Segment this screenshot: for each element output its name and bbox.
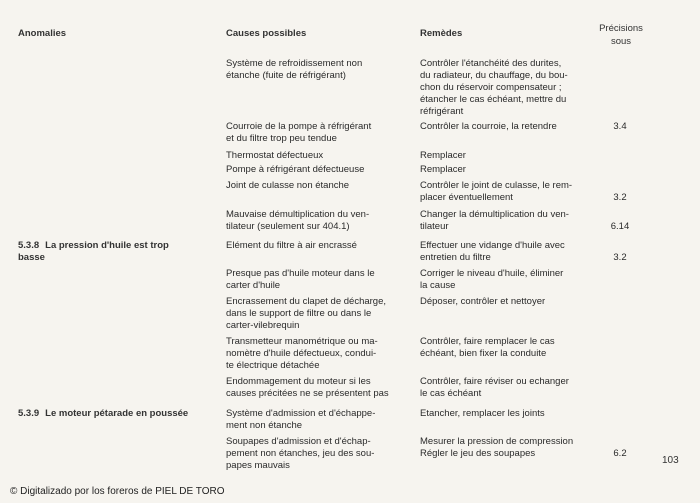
anomaly-text: Le moteur pétarade en poussée	[45, 408, 189, 419]
remedy-cell: Mesurer la pression de compression Régler le jeu des soupapes	[420, 436, 574, 459]
remedy-cell: Changer la démultiplication du ven- tilateur	[420, 209, 569, 232]
remedy-cell: Effectuer une vidange d'huile avec entretien du filtre	[420, 240, 565, 263]
precision-cell: 6.14	[610, 221, 630, 232]
precision-cell: 6.2	[613, 448, 627, 459]
anomaly-cell	[18, 268, 218, 280]
header-causes: Causes possibles	[226, 28, 307, 39]
cause-cell: Presque pas d'huile moteur dans le carter d'huile	[226, 268, 375, 291]
header-anomalies: Anomalies	[18, 28, 67, 39]
header-precisions-line1: Précisions	[599, 23, 643, 34]
anomaly-cell	[18, 164, 218, 176]
cause-cell: Encrassement du clapet de décharge, dans le support de filtre ou dans le carter-vilebrequin	[226, 296, 387, 331]
anomaly-cell	[18, 408, 218, 420]
anomaly-text: La pression d'huile est trop basse	[18, 240, 169, 263]
remedy-cell: Remplacer	[420, 150, 466, 161]
header-precisions	[588, 22, 654, 48]
anomaly-cell	[18, 296, 218, 308]
anomaly-cell	[18, 376, 218, 388]
anomaly-cell	[18, 150, 218, 162]
cause-cell: Système d'admission et d'échappe- ment non étanche	[226, 408, 376, 431]
remedy-cell: Déposer, contrôler et nettoyer	[420, 296, 546, 307]
precision-cell: 3.2	[613, 252, 627, 263]
remedy-cell: Contrôler la courroie, la retendre	[420, 121, 557, 132]
remedy-cell: Contrôler le joint de culasse, le rem- placer éventuellement	[420, 180, 573, 203]
cause-cell: Transmetteur manométrique ou ma- nomètre d'huile défectueux, condui- te électrique détachée	[226, 336, 378, 371]
cause-cell: Thermostat défectueux	[226, 150, 324, 161]
cause-cell: Endommagement du moteur si les causes précitées ne se présentent pas	[226, 376, 389, 399]
remedy-cell: Etancher, remplacer les joints	[420, 408, 545, 419]
anomaly-cell	[18, 58, 218, 70]
anomaly-cell	[18, 436, 218, 448]
cause-cell: Pompe à réfrigérant défectueuse	[226, 164, 365, 175]
cause-cell: Elément du filtre à air encrassé	[226, 240, 357, 251]
cause-cell: Mauvaise démultiplication du ven- tilateur (seulement sur 404.1)	[226, 209, 370, 232]
cause-cell: Joint de culasse non étanche	[226, 180, 350, 191]
header-precisions-line2: sous	[610, 36, 632, 47]
anomaly-cell	[18, 336, 218, 348]
cause-cell: Soupapes d'admission et d'échap- pement non étanches, jeu des sou- papes mauvais	[226, 436, 375, 471]
anomaly-cell	[18, 209, 218, 221]
precision-cell: 3.4	[613, 121, 627, 132]
remedy-cell: Remplacer	[420, 164, 466, 175]
anomaly-cell	[18, 121, 218, 133]
precision-cell: 3.2	[613, 192, 627, 203]
remedy-cell: Contrôler, faire réviser ou echanger le cas échéant	[420, 376, 569, 399]
cause-cell: Courroie de la pompe à réfrigérant et du filtre trop peu tendue	[226, 121, 372, 144]
remedy-cell: Corriger le niveau d'huile, éliminer la cause	[420, 268, 564, 291]
header-remedies: Remèdes	[420, 28, 463, 39]
anomaly-number: 5.3.9	[18, 408, 40, 419]
page-number: 103	[662, 455, 679, 466]
anomaly-number: 5.3.8	[18, 240, 40, 251]
remedy-cell: Contrôler l'étanchéité des durites, du radiateur, du chauffage, du bou- chon du réservoir compensateur ; étancher le cas échéant, mettre du réfrigérant	[420, 58, 568, 117]
anomaly-cell	[18, 180, 218, 192]
cause-cell: Système de refroidissement non étanche (fuite de réfrigérant)	[226, 58, 363, 81]
footer-credit: © Digitalizado por los foreros de PIEL DE TORO	[10, 486, 225, 497]
remedy-cell: Contrôler, faire remplacer le cas échéant, bien fixer la conduite	[420, 336, 555, 359]
anomaly-cell	[18, 240, 218, 264]
